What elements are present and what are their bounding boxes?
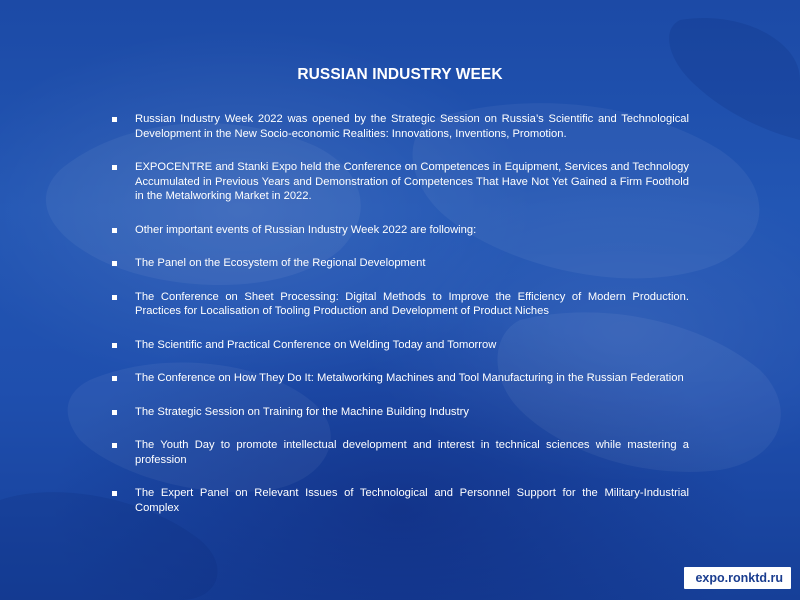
list-item — [112, 486, 689, 515]
square-bullet-icon — [112, 261, 117, 266]
square-bullet-icon — [112, 443, 117, 448]
list-item-text: The Conference on Sheet Processing: Digital Methods to Improve the Efficiency of Modern Production. Practices for Localisation of Tooling Production and Development of Product Niches — [135, 290, 689, 317]
list-item-text: Russian Industry Week 2022 was opened by the Strategic Session on Russia’s Scientific and Technological Development in the New Socio-economic Realities: Innovations, Inventions, Promotion. — [135, 113, 689, 140]
list-item-text: The Panel on the Ecosystem of the Regional Development — [135, 257, 426, 269]
list-item — [112, 371, 689, 386]
list-item — [112, 405, 689, 420]
list-item — [112, 160, 689, 204]
list-item — [112, 338, 689, 353]
square-bullet-icon — [112, 117, 117, 122]
slide-title: RUSSIAN INDUSTRY WEEK — [297, 66, 503, 83]
list-item-text: The Youth Day to promote intellectual development and interest in technical sciences while mastering a profession — [135, 439, 689, 466]
list-item-text: Other important events of Russian Industry Week 2022 are following: — [135, 223, 477, 236]
list-item-text: The Scientific and Practical Conference on Welding Today and Tomorrow — [135, 338, 497, 351]
square-bullet-icon — [112, 295, 117, 300]
list-item — [112, 290, 689, 319]
list-item — [112, 223, 689, 238]
square-bullet-icon — [112, 343, 117, 348]
square-bullet-icon — [112, 410, 117, 415]
square-bullet-icon — [112, 491, 117, 496]
list-item — [112, 438, 689, 467]
list-item-text: The Strategic Session on Training for the Machine Building Industry — [135, 405, 469, 418]
list-item-text: EXPOCENTRE and Stanki Expo held the Conference on Competences in Equipment, Services and Technology Accumulated in Previous Years and Demonstration of Competences That Have Not Yet Gained a Firm Foothold in the Metalworking Market in 2022. — [135, 161, 689, 202]
square-bullet-icon — [112, 376, 117, 381]
list-item-text: The Expert Panel on Relevant Issues of Technological and Personnel Support for the Military-Industrial Complex — [135, 487, 689, 514]
list-item — [112, 112, 689, 141]
website-link[interactable]: expo.ronktd.ru — [684, 567, 791, 589]
list-item — [112, 256, 689, 271]
square-bullet-icon — [112, 228, 117, 233]
square-bullet-icon — [112, 165, 117, 170]
bullet-list — [112, 112, 689, 534]
list-item-text: The Conference on How They Do It: Metalworking Machines and Tool Manufacturing in the Russian Federation — [135, 372, 684, 384]
